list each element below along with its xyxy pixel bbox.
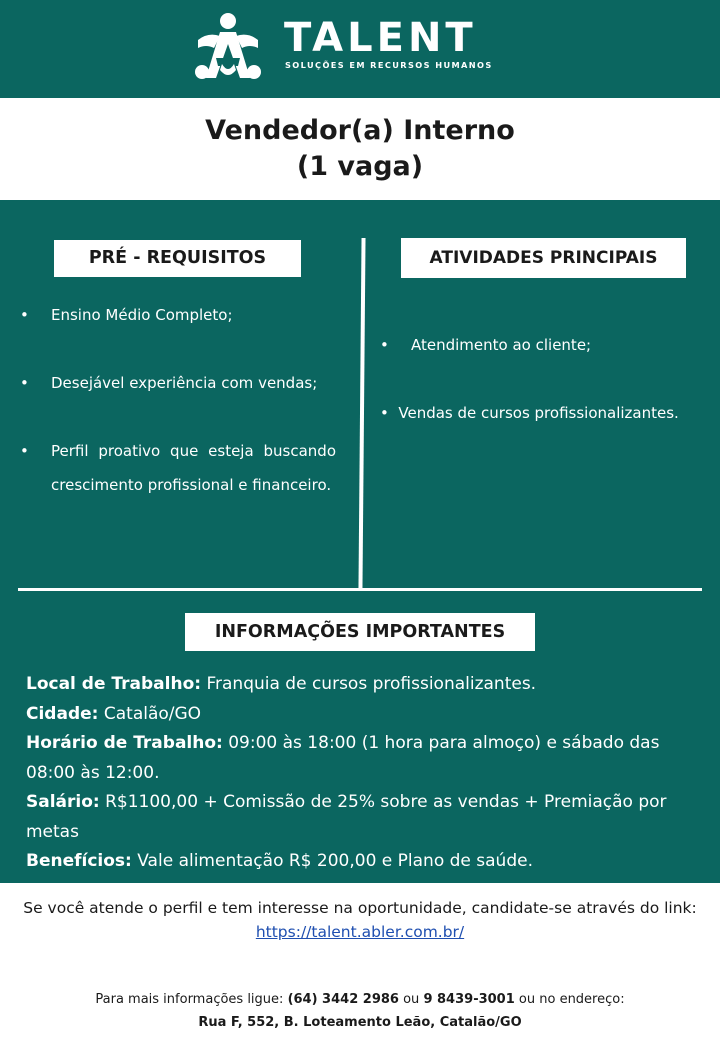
activity-text: Vendas de cursos profissionalizantes. <box>398 404 679 422</box>
bullet-icon: • <box>20 374 29 392</box>
list-item <box>380 396 694 430</box>
info-title: INFORMAÇÕES IMPORTANTES <box>185 613 535 651</box>
phone-number: (64) 3442 2986 <box>287 992 399 1007</box>
info-location <box>26 670 696 700</box>
address-text: Rua F, 552, B. Loteamento Leão, Catalão/GO <box>198 1015 522 1030</box>
activity-text: Atendimento ao cliente; <box>411 336 592 354</box>
info-label: Salário: <box>26 792 100 812</box>
info-label: Horário de Trabalho: <box>26 733 223 753</box>
contact-prefix: Para mais informações ligue: <box>95 992 284 1007</box>
requirement-text: Ensino Médio Completo; <box>51 306 233 324</box>
info-benefits <box>26 847 696 877</box>
list-item <box>20 366 336 400</box>
bullet-icon: • <box>380 404 399 422</box>
job-vacancies: (1 vaga) <box>296 151 424 182</box>
requirement-text: Desejável experiência com vendas; <box>51 374 318 392</box>
info-label: Local de Trabalho: <box>26 674 202 694</box>
info-hours <box>26 729 696 788</box>
details-panel <box>0 200 720 883</box>
requirement-text: Perfil proativo que esteja buscando crescimento profissional e financeiro. <box>51 442 336 494</box>
activities-title: ATIVIDADES PRINCIPAIS <box>401 238 686 278</box>
bullet-icon: • <box>20 306 29 324</box>
contact-address-prefix: ou no endereço: <box>518 992 625 1007</box>
contact-info <box>0 988 720 1034</box>
job-title: Vendedor(a) Interno <box>205 115 515 146</box>
phone-number: 9 8439-3001 <box>423 992 515 1007</box>
brand-tagline: SOLUÇÕES EM RECURSOS HUMANOS <box>285 60 493 70</box>
apply-text <box>14 896 706 944</box>
apply-link[interactable]: https://talent.abler.com.br/ <box>255 923 465 941</box>
contact-phones <box>0 988 720 1011</box>
header <box>0 0 720 98</box>
apply-message: Se você atende o perfil e tem interesse na oportunidade, candidate-se através do link: <box>23 899 697 917</box>
info-value: R$1100,00 + Comissão de 25% sobre as vendas + Premiação por metas <box>26 792 667 842</box>
info-value: Franquia de cursos profissionalizantes. <box>206 674 537 694</box>
bullet-icon: • <box>380 336 389 354</box>
list-item <box>20 434 336 502</box>
info-label: Cidade: <box>26 703 99 724</box>
talent-logo-icon <box>194 12 262 84</box>
activities-list <box>380 328 694 430</box>
info-value: 09:00 às 18:00 (1 hora para almoço) e sábado das 08:00 às 12:00. <box>26 733 660 783</box>
info-value: Catalão/GO <box>103 703 202 724</box>
bullet-icon: • <box>20 442 29 460</box>
info-city <box>26 700 696 730</box>
list-item <box>380 328 694 362</box>
requirements-title: PRÉ - REQUISITOS <box>54 240 301 277</box>
info-details <box>26 670 696 877</box>
contact-or: ou <box>403 992 420 1007</box>
info-label: Benefícios: <box>26 851 132 871</box>
brand-name: TALENT <box>284 15 477 61</box>
info-salary <box>26 788 696 847</box>
list-item <box>20 298 336 332</box>
section-divider <box>18 588 702 591</box>
requirements-list <box>20 298 336 502</box>
contact-address <box>0 1011 720 1034</box>
column-divider <box>358 238 365 588</box>
title-band <box>0 98 720 200</box>
info-value: Vale alimentação R$ 200,00 e Plano de saúde. <box>137 851 533 871</box>
